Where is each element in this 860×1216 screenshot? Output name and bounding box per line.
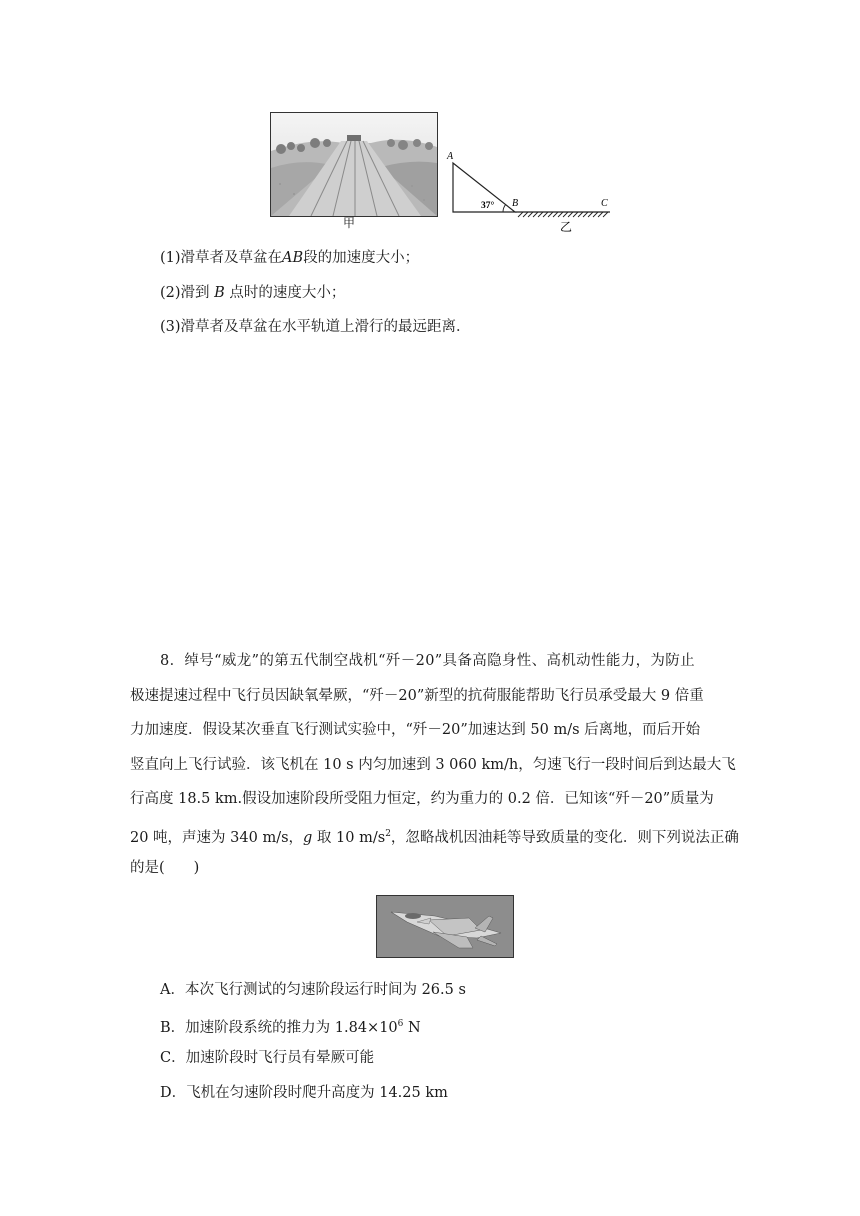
question-2 — [160, 283, 345, 303]
option-a: A．本次飞行测试的匀速阶段运行时间为 26.5 s — [160, 982, 466, 998]
angle-label: 37° — [481, 201, 495, 211]
question-3-text: 滑草者及草盆在水平轨道上滑行的最远距离． — [180, 319, 471, 335]
problem8-line-6 — [130, 824, 739, 848]
figure-label-yi: 乙 — [560, 220, 573, 234]
problem8-line-2: 极速提速过程中飞行员因缺氧晕厥，“歼－20”新型的抗荷服能帮助飞行员承受最大 9 倍重 — [130, 688, 704, 704]
ski-slope-image — [271, 113, 437, 216]
question-3 — [160, 317, 471, 337]
question-2-number: (2) — [160, 285, 181, 301]
problem8-line-7: 的是( ) — [130, 860, 200, 876]
question-2-point: B — [214, 285, 225, 301]
question-1 — [160, 248, 419, 268]
point-b-label: B — [512, 198, 519, 209]
question-2-text-pre: 滑到 — [180, 285, 210, 301]
problem8-line-6-sup: 2 — [385, 829, 391, 839]
jet-photo — [376, 895, 514, 958]
question-1-text-post: 段的加速度大小； — [303, 250, 420, 266]
option-b-post: N — [403, 1019, 421, 1036]
question-1-text-pre: 滑草者及草盆在 — [180, 250, 283, 266]
option-c: C．加速阶段时飞行员有晕厥可能 — [160, 1050, 375, 1066]
question-2-text-post: 点时的速度大小； — [229, 285, 346, 301]
ski-slope-photo — [270, 112, 438, 217]
point-a-label: A — [447, 151, 454, 162]
incline-diagram — [440, 146, 620, 234]
option-b — [160, 1014, 421, 1038]
question-1-number: (1) — [160, 250, 181, 266]
point-c-label: C — [601, 198, 608, 209]
problem8-line-3: 力加速度．假设某次垂直飞行测试实验中，“歼－20”加速达到 50 m/s 后离地，而后开始 — [130, 722, 701, 738]
figure-label-jia: 甲 — [343, 216, 356, 230]
problem8-line-1: 8．绰号“威龙”的第五代制空战机“歼－20”具备高隐身性、高机动性能力，为防止 — [160, 653, 695, 669]
problem8-line-6-g: g — [303, 829, 313, 846]
problem8-line-5: 行高度 18.5 km.假设加速阶段所受阻力恒定，约为重力的 0.2 倍．已知该“歼－20”质量为 — [130, 791, 714, 807]
problem8-line-6-pre: 20 吨，声速为 340 m/s， — [130, 829, 304, 846]
question-3-number: (3) — [160, 319, 181, 335]
option-b-sup: 6 — [397, 1019, 404, 1029]
question-1-segment: AB — [282, 250, 304, 266]
option-b-pre: B．加速阶段系统的推力为 1.84×10 — [160, 1019, 398, 1036]
jet-fighter-image — [377, 896, 513, 957]
problem8-line-6-mid: 取 10 m/s — [312, 829, 386, 846]
option-d: D．飞机在匀速阶段时爬升高度为 14.25 km — [160, 1085, 448, 1101]
problem8-line-4: 竖直向上飞行试验．该飞机在 10 s 内匀加速到 3 060 km/h，匀速飞行一段时间后到达最大飞 — [130, 757, 736, 773]
problem8-line-6-post: ，忽略战机因油耗等导致质量的变化．则下列说法正确 — [390, 829, 739, 846]
